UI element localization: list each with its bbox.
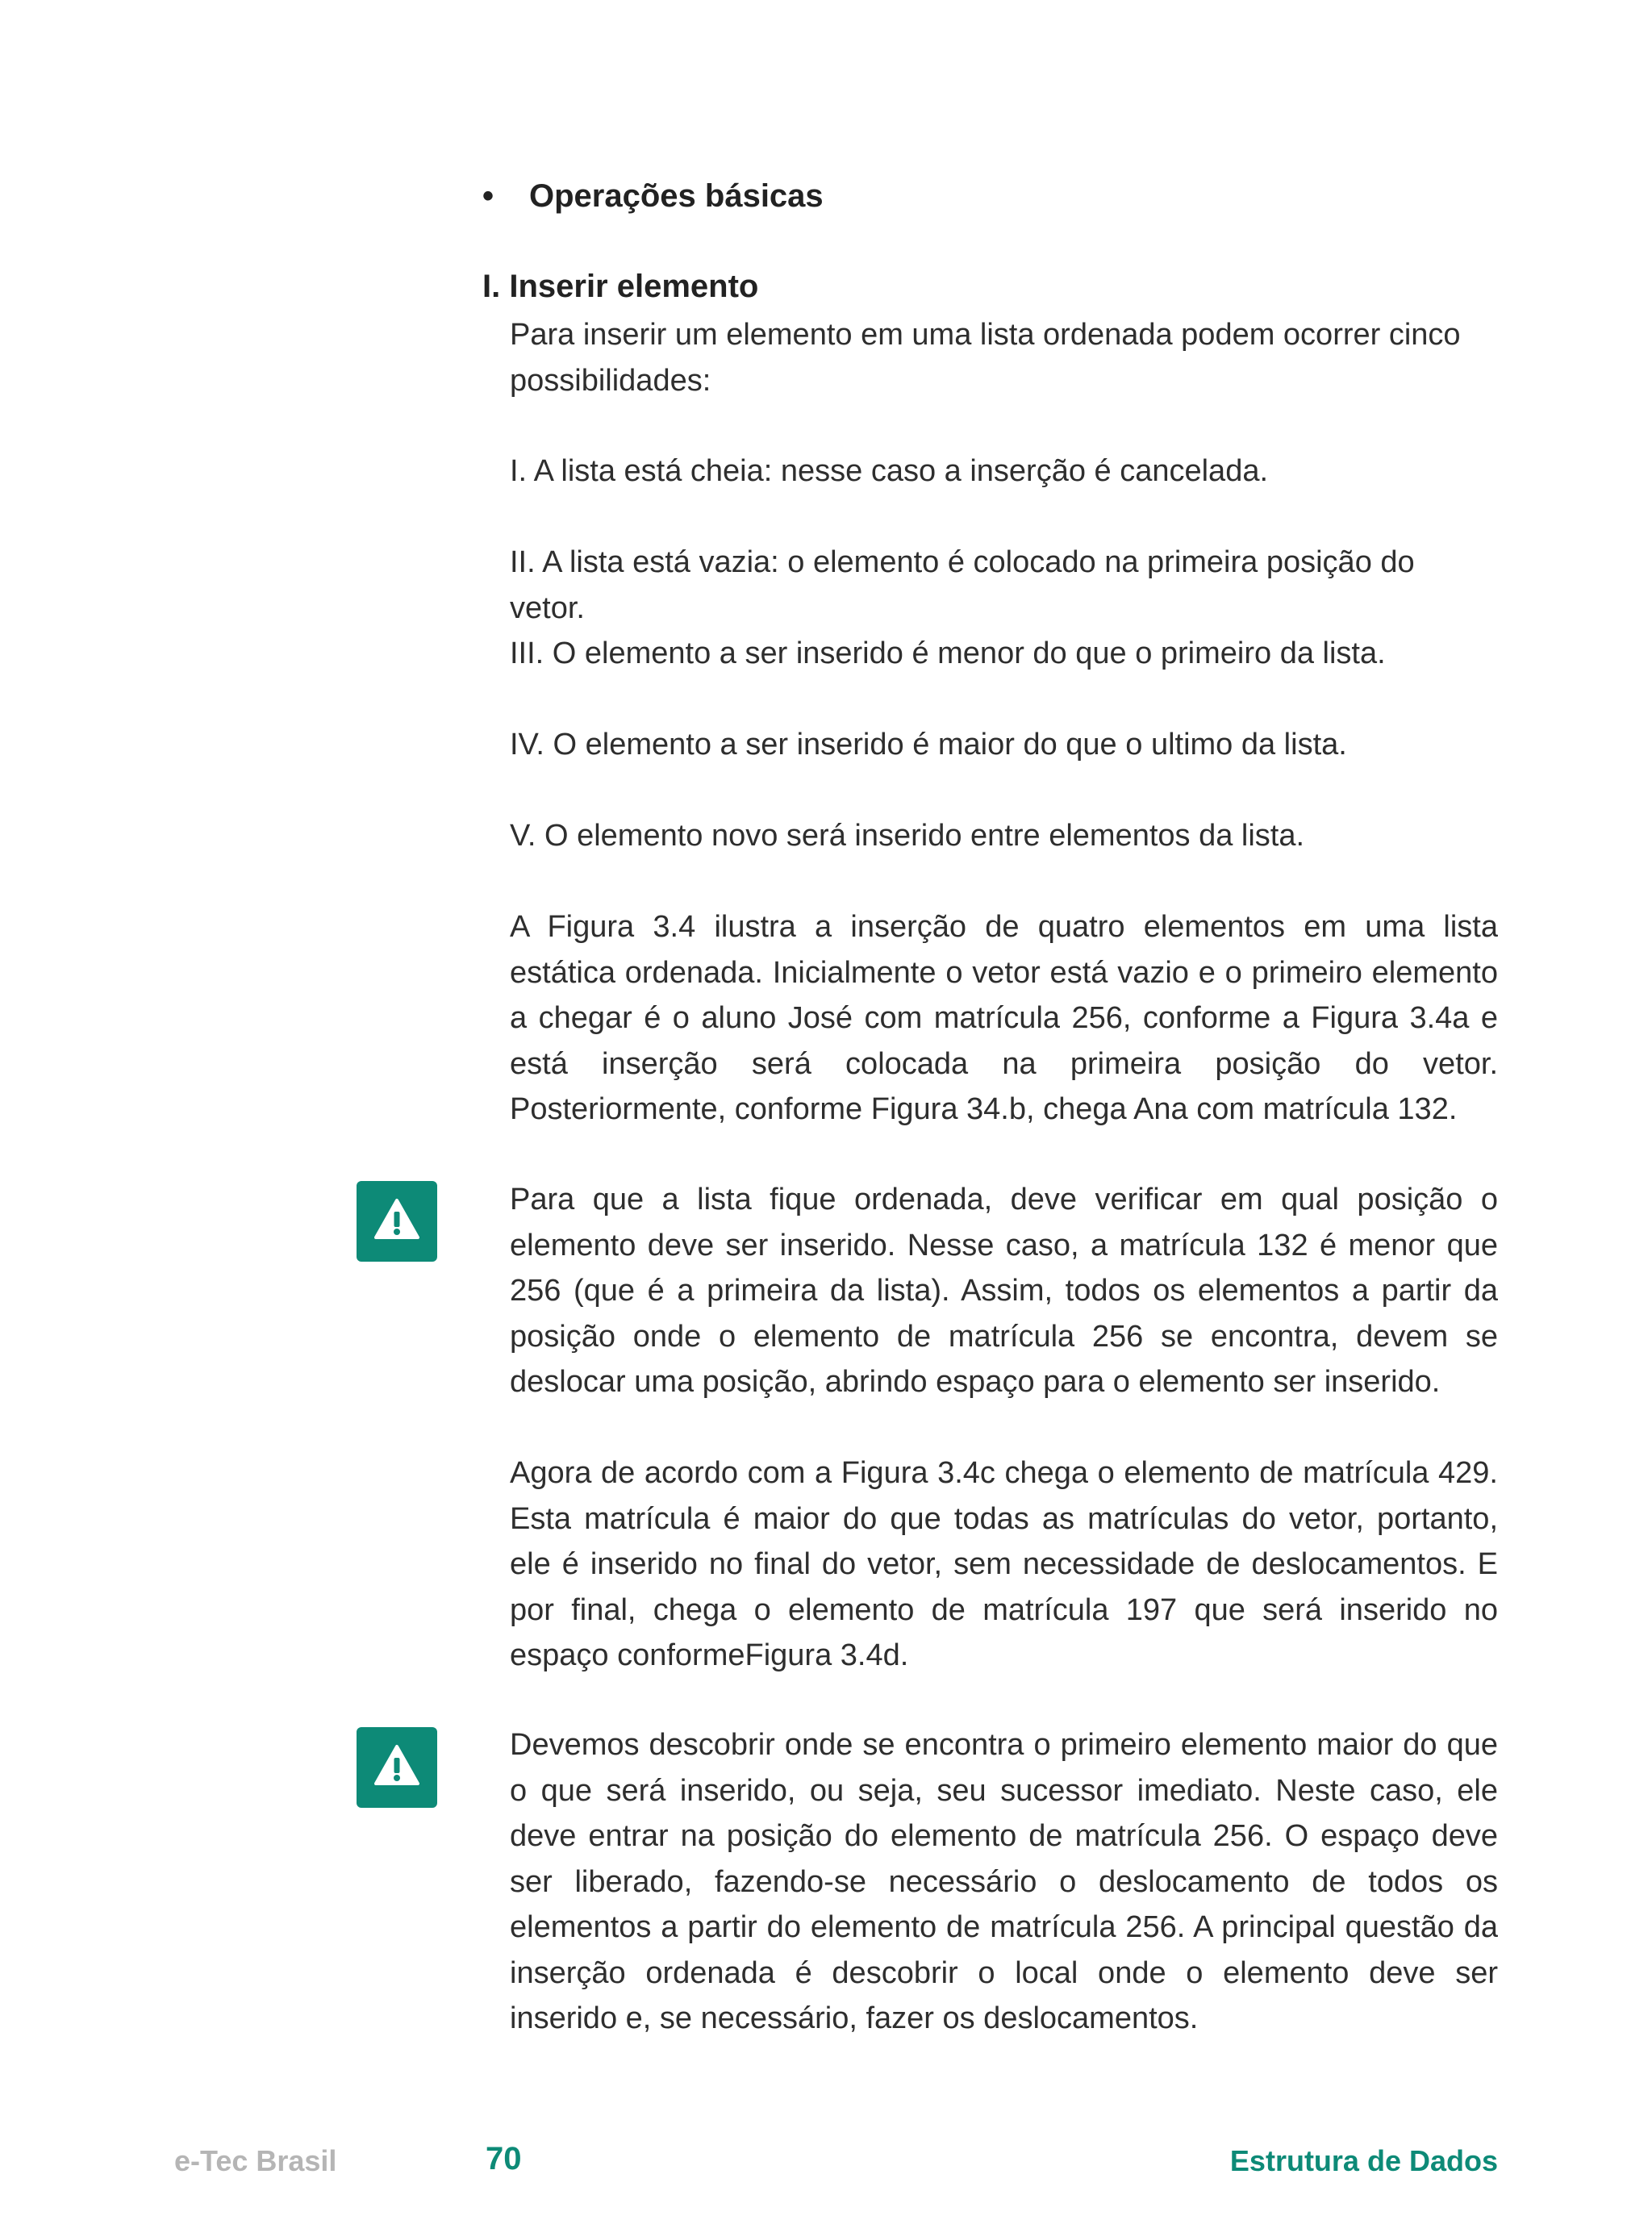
subsection-heading [482, 176, 824, 216]
bullet-icon: • [482, 178, 494, 214]
case-4-paragraph: IV. O elemento a ser inserido é maior do que o ultimo da lista. [510, 728, 1347, 762]
footer-book-title: Estrutura de Dados [1229, 2144, 1498, 2177]
case-5-paragraph: V. O elemento novo será inserido entre elementos da lista. [510, 819, 1305, 853]
note-1-paragraph: Para que a lista fique ordenada, deve verificar em qual posição o elemento deve ser inserido. Nesse caso, a matrícula 132 é menor que 256 (que é a primeira da lista). Assim, todos os elementos a partir da posição onde o elemento de matrícula 256 se encontra, devem se deslocar uma posição, abrindo espaço para o elemento ser inserido. [510, 1183, 1498, 1399]
warning-icon [357, 1727, 437, 1808]
warning-icon [357, 1181, 437, 1262]
figure-description-paragraph: A Figura 3.4 ilustra a inserção de quatro elementos em uma lista estática ordenada. Inicialmente o vetor está vazio e o primeiro elemento a chegar é o aluno José com matrícula 256, conforme a Figura 3.4a e está inserção será colocada na primeira posição do vetor. Posteriormente, conforme Figura 34.b, chega Ana com matrícula 132. [510, 910, 1498, 1126]
page-number: 70 [486, 2141, 522, 2176]
case-3-paragraph: III. O elemento a ser inserido é menor do que o primeiro da lista. [510, 636, 1386, 670]
section-title: I. Inserir elemento [482, 269, 759, 304]
case-2-paragraph: II. A lista está vazia: o elemento é colocado na primeira posição do vetor. [510, 545, 1415, 625]
case-1-paragraph: I. A lista está cheia: nesse caso a inserção é cancelada. [510, 454, 1269, 488]
footer-brand: e-Tec Brasil [174, 2144, 337, 2177]
note-2-paragraph: Devemos descobrir onde se encontra o primeiro elemento maior do que o que será inserido, ou seja, seu sucessor imediato. Neste caso, ele deve entrar na posição do elemento de matrícula 256. O espaço deve ser liberado, fazendo-se necessário o deslocamento de todos os elementos a partir do elemento de matrícula 256. A principal questão da inserção ordenada é descobrir o local onde o elemento deve ser inserido e, se necessário, fazer os deslocamentos. [510, 1728, 1498, 2035]
subsection-heading-text: Operações básicas [529, 178, 824, 214]
next-insertion-paragraph: Agora de acordo com a Figura 3.4c chega o elemento de matrícula 429. Esta matrícula é maior do que todas as matrículas do vetor, portanto, ele é inserido no final do vetor, sem necessidade de deslocamentos. E por final, chega o elemento de matrícula 197 que será inserido no espaço conformeFigura 3.4d. [510, 1456, 1498, 1672]
intro-paragraph: Para inserir um elemento em uma lista ordenada podem ocorrer cinco possibilidades: [510, 318, 1461, 398]
